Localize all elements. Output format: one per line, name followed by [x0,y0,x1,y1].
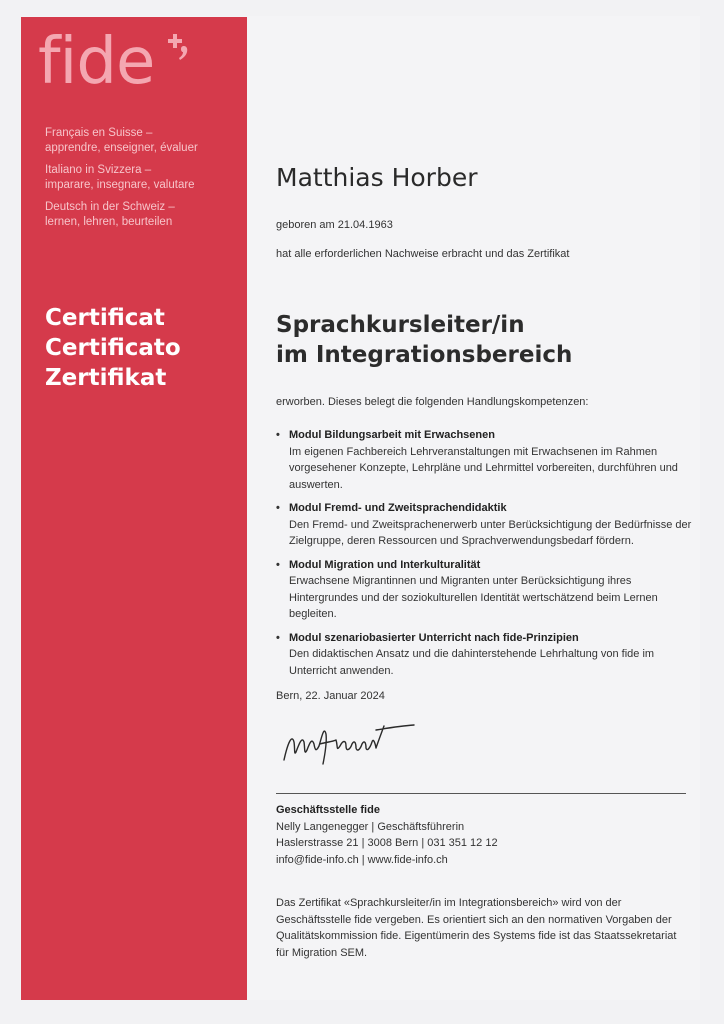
module-title: • Modul Migration und Interkulturalität [289,558,481,571]
module-title: • Modul Bildungsarbeit mit Erwachsenen [289,429,495,441]
office-person: Nelly Langenegger | Geschäftsführerin [276,820,465,833]
tagline-fr [45,126,240,156]
module-description: Im eigenen Fachbereich Lehrveranstaltungen mit Erwachsenen im Rahmen vorgesehener Konzepte, Lehrpläne und Lehrmittel vorbereiten, durchführen und auswerten. [289,445,678,491]
divider [276,793,686,794]
office-address: Haslerstrasse 21 | 3008 Bern | 031 351 12 12 [276,837,498,849]
module-description: Den didaktischen Ansatz und die dahinterstehende Lehrhaltung von fide im Unterricht anwenden. [289,648,655,677]
tagline-it [45,163,240,193]
module-description: Den Fremd- und Zweitsprachenerwerb unter Berücksichtigung der Bedürfnisse der Zielgruppe, deren Ressourcen und Sprachverwendungsbedarf fördern. [289,518,692,547]
tagline-it-line-1: Italiano in Svizzera – [45,164,152,176]
tagline-it-line-2: imparare, insegnare, valutare [45,179,195,191]
module-description: Erwachsene Migrantinnen und Migranten unter Berücksichtigung ihres Hintergrundes und der soziokulturellen Identität wertschätzend beim Lernen begleiten. [289,575,658,620]
birth-date-line: geboren am 21.04.1963 [276,219,393,231]
tagline-fr-line-2: apprendre, enseigner, évaluer [45,142,198,154]
acquired-line: erworben. Dieses belegt die folgenden Handlungskompetenzen: [276,396,589,408]
office-contact: info@fide-info.ch | www.fide-info.ch [276,853,448,866]
fide-logo: fide [38,25,155,99]
title-fr: Certificat [45,305,165,331]
recipient-name: Matthias Horber [276,163,478,192]
tagline-de-line-2: lernen, lehren, beurteilen [45,216,173,228]
certificate-title-line-1: Sprachkursleiter/in [276,312,525,338]
swiss-cross-icon [162,28,202,78]
module-title: • Modul Fremd- und Zweitsprachendidaktik [289,502,507,514]
module-title: • Modul szenariobasierter Unterricht nach fide-Prinzipien [289,631,579,644]
title-it: Certificato [45,335,181,361]
list-item [276,500,696,550]
list-item [276,630,696,680]
signature-image [280,712,430,772]
title-de: Zertifikat [45,365,167,391]
tagline-de [45,200,240,230]
list-item [276,427,696,493]
office-block [276,802,498,868]
place-date: Bern, 22. Januar 2024 [276,690,385,702]
list-item [276,557,696,623]
certificate-title-line-2: im Integrationsbereich [276,342,573,368]
tagline-de-line-1: Deutsch in der Schweiz – [45,201,175,213]
certificate-title [276,310,572,370]
module-list [276,427,696,686]
statement-line: hat alle erforderlichen Nachweise erbracht und das Zertifikat [276,248,570,260]
office-name: Geschäftsstelle fide [276,804,380,816]
certificate-titles [45,303,181,393]
tagline-block [45,126,240,237]
footer-note: Das Zertifikat «Sprachkursleiter/in im Integrationsbereich» wird von der Geschäftsstelle fide vergeben. Es orientiert sich an den normativen Vorgaben der Qualitätskommission fide. Eigentümerin des Systems fide ist das Staatssekretariat für Migration SEM. [276,897,677,959]
tagline-fr-line-1: Français en Suisse – [45,127,153,139]
